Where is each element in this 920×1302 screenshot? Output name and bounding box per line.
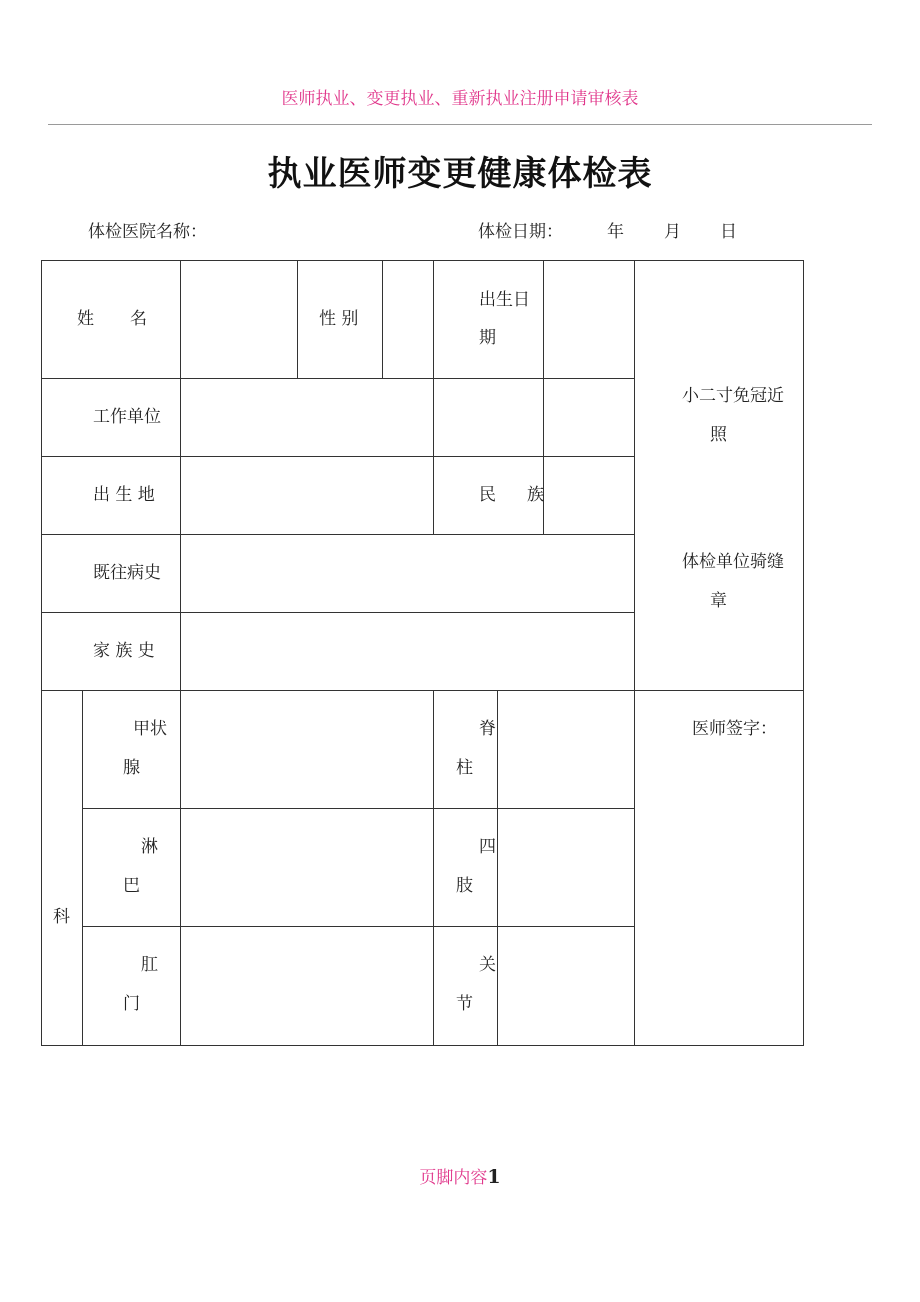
col-divider: [297, 260, 298, 379]
page-footer: [0, 1163, 920, 1188]
page-number: 1: [487, 1166, 501, 1188]
spine-label-part2: 柱: [456, 758, 473, 778]
exam-date-label: 体检日期：: [478, 222, 563, 242]
col-divider: [180, 260, 181, 691]
birthdate-label-part1: 出生日: [479, 290, 530, 310]
col-divider: [634, 260, 635, 1046]
day-label: 日: [720, 222, 737, 242]
col-divider: [497, 690, 498, 1046]
name-label-part1: 姓: [77, 309, 94, 329]
gender-label: 性 别: [319, 309, 359, 329]
month-label: 月: [664, 222, 681, 242]
stamp-label-part1: 体检单位骑缝: [682, 552, 784, 572]
col-divider: [433, 260, 434, 535]
form-title: 执业医师变更健康体检表: [267, 154, 653, 194]
lymph-label-part1: 淋: [141, 837, 158, 857]
department-label: 科: [53, 907, 70, 927]
running-header: 医师执业、变更执业、重新执业注册申请审核表: [281, 89, 639, 109]
col-divider: [180, 690, 181, 1046]
medical-history-label: 既往病史: [93, 563, 161, 583]
photo-label-part2: 照: [710, 425, 727, 445]
col-divider: [433, 690, 434, 1046]
col-divider: [82, 690, 83, 1046]
row-divider: [41, 690, 804, 691]
table-border-bottom: [41, 1045, 804, 1046]
spine-label-part1: 脊: [479, 719, 496, 739]
anus-label-part2: 门: [123, 994, 140, 1014]
name-label-part2: 名: [130, 309, 147, 329]
header-divider: [48, 124, 872, 125]
row-divider: [41, 534, 635, 535]
table-border-right: [803, 260, 804, 1046]
hospital-name-label: 体检医院名称：: [88, 222, 207, 242]
footer-text: 页脚内容: [419, 1168, 488, 1188]
ethnicity-label-part2: 族: [527, 485, 544, 505]
doctor-signature-label: 医师签字：: [692, 719, 777, 739]
row-divider: [41, 378, 635, 379]
stamp-label-part2: 章: [710, 591, 727, 611]
row-divider: [82, 926, 635, 927]
birthplace-label: 出 生 地: [93, 485, 155, 505]
photo-label-part1: 小二寸免冠近: [682, 386, 784, 406]
table-border-top: [41, 260, 804, 261]
lymph-label-part2: 巴: [123, 876, 140, 896]
row-divider: [82, 808, 635, 809]
joint-label-part2: 节: [456, 994, 473, 1014]
birthdate-label-part2: 期: [479, 328, 496, 348]
thyroid-label-part2: 腺: [123, 758, 140, 778]
year-label: 年: [607, 222, 624, 242]
row-divider: [41, 456, 635, 457]
family-history-label: 家 族 史: [93, 641, 155, 661]
thyroid-label-part1: 甲状: [133, 719, 167, 739]
row-divider: [41, 612, 635, 613]
col-divider: [382, 260, 383, 379]
anus-label-part1: 肛: [141, 955, 158, 975]
work-unit-label: 工作单位: [93, 407, 161, 427]
ethnicity-label-part1: 民: [479, 485, 496, 505]
limbs-label-part1: 四: [479, 837, 496, 857]
limbs-label-part2: 肢: [456, 876, 473, 896]
joint-label-part1: 关: [479, 955, 496, 975]
